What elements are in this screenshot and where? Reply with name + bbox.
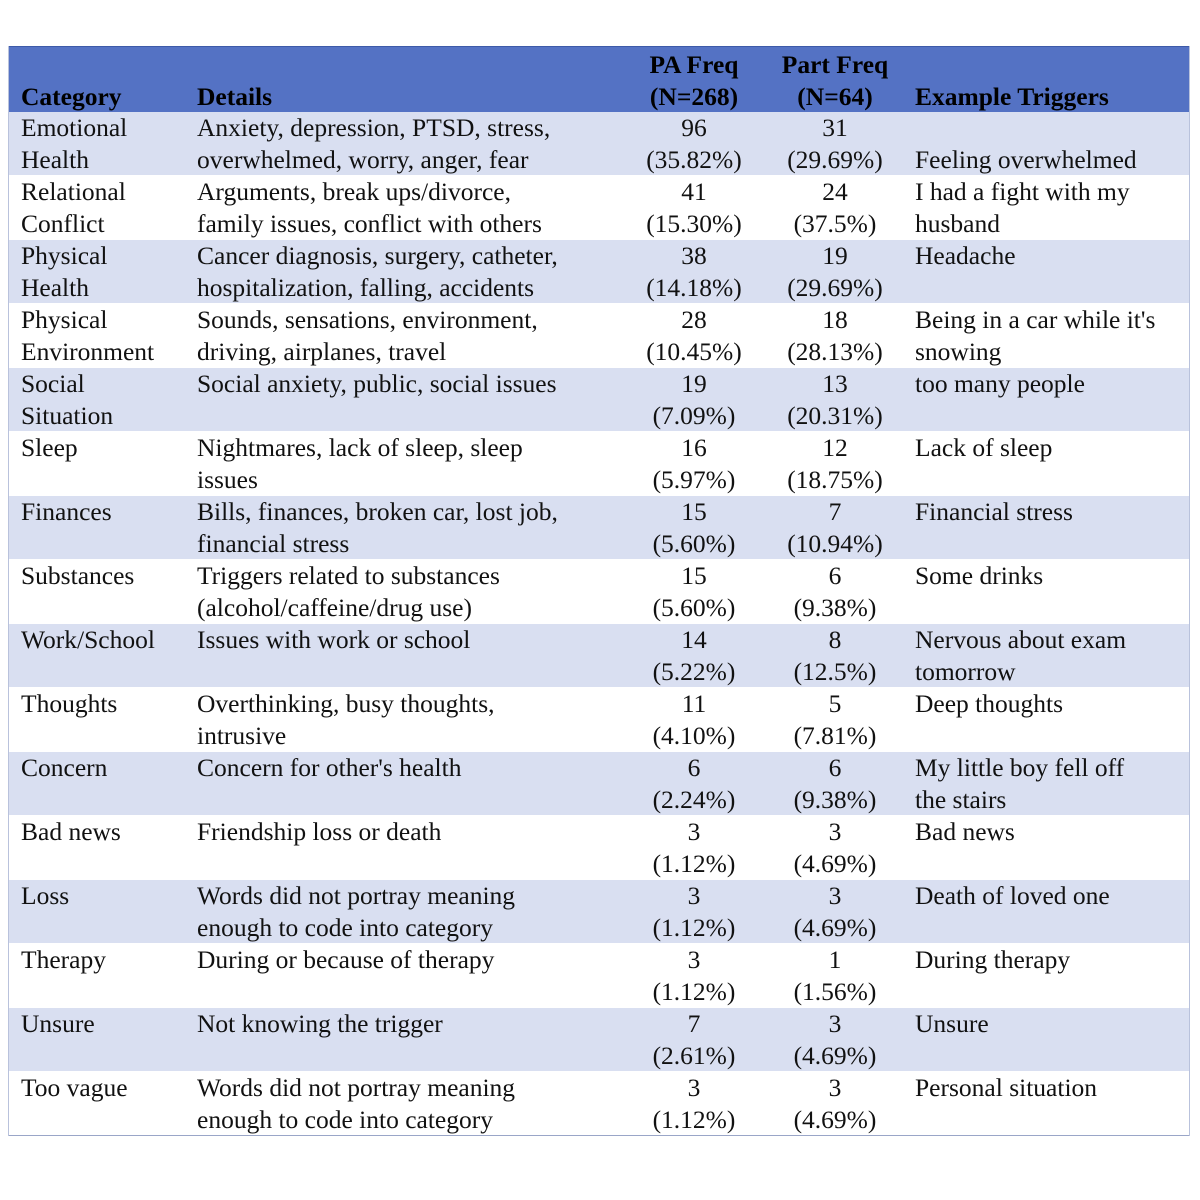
cell-details-line: (alcohol/caffeine/drug use) xyxy=(197,592,472,622)
header-pa-freq-n: (N=268) xyxy=(649,81,739,111)
cell-details-line: Not knowing the trigger xyxy=(197,1009,443,1038)
trigger-category-table-container xyxy=(8,46,1190,1136)
cell-details-line: Sounds, sensations, environment, xyxy=(197,305,538,334)
cell-example-trigger xyxy=(903,112,1189,176)
cell-details-line: Issues with work or school xyxy=(197,625,471,654)
cell-details-line: enough to code into category xyxy=(197,912,493,942)
table-header xyxy=(9,47,1189,113)
cell-part-freq-percent: (10.94%) xyxy=(787,528,883,558)
cell-details xyxy=(185,1008,621,1072)
cell-example-trigger-line: Feeling overwhelmed xyxy=(915,144,1137,174)
cell-pa-freq xyxy=(621,944,767,1008)
cell-category-line: Physical xyxy=(21,241,108,270)
cell-category xyxy=(9,1072,185,1136)
table-row xyxy=(9,560,1189,624)
cell-pa-freq-percent: (5.60%) xyxy=(652,528,736,558)
cell-pa-freq xyxy=(621,432,767,496)
cell-part-freq xyxy=(767,496,903,560)
cell-part-freq xyxy=(767,112,903,176)
cell-category-line: Concern xyxy=(21,753,108,782)
cell-example-trigger-line: Bad news xyxy=(915,817,1015,846)
cell-part-freq-count: 31 xyxy=(822,113,848,142)
cell-details xyxy=(185,816,621,880)
cell-example-trigger xyxy=(903,944,1189,1008)
cell-part-freq-count: 8 xyxy=(828,625,842,654)
cell-category-line: Work/School xyxy=(21,625,155,654)
cell-part-freq xyxy=(767,304,903,368)
cell-pa-freq-count: 38 xyxy=(681,241,707,270)
cell-part-freq xyxy=(767,1008,903,1072)
cell-example-trigger-line: Deep thoughts xyxy=(915,689,1064,718)
table-row xyxy=(9,880,1189,944)
cell-details-line: Friendship loss or death xyxy=(197,817,442,846)
cell-part-freq-count: 7 xyxy=(828,497,842,526)
cell-category xyxy=(9,752,185,816)
cell-pa-freq-count: 19 xyxy=(681,369,707,398)
cell-example-trigger-line: Being in a car while it's xyxy=(915,305,1156,334)
cell-details-line: financial stress xyxy=(197,528,350,558)
cell-pa-freq-count: 6 xyxy=(687,753,701,782)
cell-example-trigger-line: Personal situation xyxy=(915,1073,1098,1102)
cell-category-line: Finances xyxy=(21,497,112,526)
cell-category-line: Relational xyxy=(21,177,126,206)
cell-details-line: driving, airplanes, travel xyxy=(197,336,447,366)
cell-part-freq-count: 3 xyxy=(828,881,842,910)
cell-example-trigger xyxy=(903,1072,1189,1136)
table-row xyxy=(9,496,1189,560)
cell-part-freq-percent: (9.38%) xyxy=(793,592,877,622)
cell-example-trigger xyxy=(903,624,1189,688)
cell-example-trigger xyxy=(903,560,1189,624)
cell-pa-freq-percent: (5.60%) xyxy=(652,592,736,622)
cell-pa-freq-count: 96 xyxy=(681,113,707,142)
cell-details xyxy=(185,880,621,944)
cell-category xyxy=(9,560,185,624)
cell-category xyxy=(9,432,185,496)
cell-details-line: intrusive xyxy=(197,720,287,750)
cell-example-trigger-line: husband xyxy=(915,208,1000,238)
cell-part-freq-percent: (20.31%) xyxy=(787,400,883,430)
cell-details xyxy=(185,304,621,368)
cell-category-line: Loss xyxy=(21,881,70,910)
table-row xyxy=(9,688,1189,752)
cell-example-trigger-line: Financial stress xyxy=(915,497,1073,526)
cell-pa-freq-count: 15 xyxy=(681,497,707,526)
cell-details-line: Social anxiety, public, social issues xyxy=(197,369,557,398)
cell-pa-freq-percent: (1.12%) xyxy=(652,848,736,878)
table-body xyxy=(9,112,1189,1136)
cell-category xyxy=(9,368,185,432)
cell-category xyxy=(9,112,185,176)
cell-pa-freq-percent: (5.22%) xyxy=(652,656,736,686)
header-part-freq-n: (N=64) xyxy=(797,81,873,111)
table-row xyxy=(9,624,1189,688)
cell-example-trigger xyxy=(903,496,1189,560)
cell-example-trigger xyxy=(903,432,1189,496)
cell-part-freq-percent: (4.69%) xyxy=(793,1104,877,1134)
cell-part-freq xyxy=(767,240,903,304)
cell-details-line: During or because of therapy xyxy=(197,945,495,974)
cell-example-trigger-line: too many people xyxy=(915,369,1085,398)
header-pa-freq xyxy=(621,47,767,113)
cell-pa-freq xyxy=(621,688,767,752)
cell-details xyxy=(185,624,621,688)
cell-details-line: Bills, finances, broken car, lost job, xyxy=(197,497,558,526)
cell-pa-freq xyxy=(621,368,767,432)
cell-category-line: Emotional xyxy=(21,113,128,142)
cell-pa-freq-percent: (1.12%) xyxy=(652,912,736,942)
cell-category xyxy=(9,496,185,560)
cell-category-line: Health xyxy=(21,272,89,302)
cell-category xyxy=(9,624,185,688)
cell-part-freq-count: 3 xyxy=(828,1009,842,1038)
cell-part-freq-count: 3 xyxy=(828,817,842,846)
cell-pa-freq-percent: (7.09%) xyxy=(652,400,736,430)
cell-pa-freq-percent: (15.30%) xyxy=(646,208,742,238)
cell-pa-freq-count: 3 xyxy=(687,1073,701,1102)
header-example-triggers: Example Triggers xyxy=(903,47,1189,113)
cell-category-line: Conflict xyxy=(21,208,105,238)
cell-pa-freq-count: 16 xyxy=(681,433,707,462)
cell-part-freq-percent: (29.69%) xyxy=(787,272,883,302)
cell-details-line: Nightmares, lack of sleep, sleep xyxy=(197,433,523,462)
cell-example-trigger xyxy=(903,688,1189,752)
cell-details xyxy=(185,1072,621,1136)
cell-part-freq xyxy=(767,816,903,880)
cell-example-trigger xyxy=(903,304,1189,368)
cell-pa-freq-percent: (10.45%) xyxy=(646,336,742,366)
cell-part-freq-count: 5 xyxy=(828,689,842,718)
cell-details-line: Overthinking, busy thoughts, xyxy=(197,689,495,718)
cell-category xyxy=(9,880,185,944)
cell-details-line: Arguments, break ups/divorce, xyxy=(197,177,511,206)
table-row xyxy=(9,240,1189,304)
cell-details xyxy=(185,240,621,304)
cell-example-trigger-line: During therapy xyxy=(915,945,1071,974)
cell-example-trigger xyxy=(903,176,1189,240)
cell-part-freq xyxy=(767,368,903,432)
cell-category-line: Social xyxy=(21,369,85,398)
cell-details-line: hospitalization, falling, accidents xyxy=(197,272,535,302)
cell-example-trigger-line: My little boy fell off xyxy=(915,753,1125,782)
cell-category xyxy=(9,240,185,304)
cell-part-freq xyxy=(767,560,903,624)
cell-details xyxy=(185,752,621,816)
cell-part-freq xyxy=(767,432,903,496)
cell-pa-freq xyxy=(621,112,767,176)
cell-part-freq-percent: (4.69%) xyxy=(793,912,877,942)
cell-part-freq-percent: (12.5%) xyxy=(793,656,877,686)
cell-example-trigger-line: Death of loved one xyxy=(915,881,1110,910)
cell-pa-freq xyxy=(621,1008,767,1072)
table-row xyxy=(9,304,1189,368)
cell-pa-freq-percent: (2.24%) xyxy=(652,784,736,814)
cell-category-line: Physical xyxy=(21,305,108,334)
cell-part-freq-count: 13 xyxy=(822,369,848,398)
cell-category-line: Situation xyxy=(21,400,114,430)
cell-part-freq-percent: (1.56%) xyxy=(793,976,877,1006)
table-row xyxy=(9,1072,1189,1136)
cell-details xyxy=(185,496,621,560)
cell-part-freq-percent: (18.75%) xyxy=(787,464,883,494)
cell-details xyxy=(185,560,621,624)
cell-part-freq-percent: (7.81%) xyxy=(793,720,877,750)
cell-example-trigger-line: tomorrow xyxy=(915,656,1016,686)
cell-example-trigger xyxy=(903,816,1189,880)
cell-category-line: Environment xyxy=(21,336,155,366)
cell-part-freq-percent: (4.69%) xyxy=(793,848,877,878)
table-row xyxy=(9,112,1189,176)
cell-category-line: Unsure xyxy=(21,1009,95,1038)
cell-part-freq-count: 19 xyxy=(822,241,848,270)
table-row xyxy=(9,1008,1189,1072)
cell-details xyxy=(185,944,621,1008)
cell-part-freq xyxy=(767,752,903,816)
cell-category-line: Thoughts xyxy=(21,689,118,718)
cell-pa-freq-count: 3 xyxy=(687,817,701,846)
cell-part-freq-count: 1 xyxy=(828,945,842,974)
cell-part-freq-count: 18 xyxy=(822,305,848,334)
header-part-freq xyxy=(767,47,903,113)
cell-part-freq xyxy=(767,1072,903,1136)
table-row xyxy=(9,752,1189,816)
trigger-category-table xyxy=(9,46,1189,1136)
cell-pa-freq-percent: (35.82%) xyxy=(646,144,742,174)
cell-example-trigger xyxy=(903,240,1189,304)
cell-example-trigger-line: I had a fight with my xyxy=(915,177,1130,206)
table-row xyxy=(9,944,1189,1008)
cell-pa-freq-count: 15 xyxy=(681,561,707,590)
cell-part-freq xyxy=(767,880,903,944)
cell-details-line: Cancer diagnosis, surgery, catheter, xyxy=(197,241,558,270)
cell-example-trigger-line: Headache xyxy=(915,241,1016,270)
cell-details xyxy=(185,176,621,240)
cell-part-freq-percent: (37.5%) xyxy=(793,208,877,238)
cell-pa-freq-percent: (14.18%) xyxy=(646,272,742,302)
cell-example-trigger xyxy=(903,1008,1189,1072)
cell-part-freq-percent: (29.69%) xyxy=(787,144,883,174)
cell-pa-freq-count: 3 xyxy=(687,945,701,974)
cell-part-freq xyxy=(767,944,903,1008)
cell-pa-freq-percent: (1.12%) xyxy=(652,976,736,1006)
cell-category-line: Sleep xyxy=(21,433,78,462)
cell-part-freq-count: 3 xyxy=(828,1073,842,1102)
cell-details-line: Concern for other's health xyxy=(197,753,462,782)
cell-pa-freq-percent: (5.97%) xyxy=(652,464,736,494)
cell-pa-freq-percent: (4.10%) xyxy=(652,720,736,750)
cell-part-freq-count: 24 xyxy=(822,177,848,206)
cell-pa-freq-count: 3 xyxy=(687,881,701,910)
cell-category xyxy=(9,688,185,752)
cell-pa-freq-percent: (1.12%) xyxy=(652,1104,736,1134)
cell-details-line: Words did not portray meaning xyxy=(197,1073,516,1102)
cell-category xyxy=(9,176,185,240)
cell-part-freq-count: 6 xyxy=(828,753,842,782)
cell-category-line: Too vague xyxy=(21,1073,128,1102)
cell-part-freq xyxy=(767,624,903,688)
cell-part-freq xyxy=(767,688,903,752)
header-details: Details xyxy=(185,47,621,113)
cell-details-line: issues xyxy=(197,464,258,494)
table-row xyxy=(9,432,1189,496)
header-row xyxy=(9,47,1189,113)
cell-category-line: Bad news xyxy=(21,817,121,846)
cell-pa-freq xyxy=(621,560,767,624)
cell-example-trigger-line: Unsure xyxy=(915,1009,989,1038)
cell-pa-freq xyxy=(621,880,767,944)
cell-pa-freq xyxy=(621,176,767,240)
cell-details xyxy=(185,368,621,432)
cell-part-freq xyxy=(767,176,903,240)
cell-pa-freq-count: 14 xyxy=(681,625,707,654)
cell-details xyxy=(185,432,621,496)
cell-example-trigger-line: Lack of sleep xyxy=(915,433,1053,462)
cell-example-trigger-line: snowing xyxy=(915,336,1002,366)
cell-pa-freq-count: 7 xyxy=(687,1009,701,1038)
cell-pa-freq-percent: (2.61%) xyxy=(652,1040,736,1070)
header-part-freq-label: Part Freq xyxy=(781,50,889,79)
cell-pa-freq-count: 28 xyxy=(681,305,707,334)
cell-part-freq-percent: (28.13%) xyxy=(787,336,883,366)
cell-example-trigger xyxy=(903,880,1189,944)
cell-pa-freq-count: 41 xyxy=(681,177,707,206)
cell-example-trigger-line: Some drinks xyxy=(915,561,1044,590)
cell-part-freq-count: 12 xyxy=(822,433,848,462)
table-row xyxy=(9,368,1189,432)
table-row xyxy=(9,176,1189,240)
cell-part-freq-count: 6 xyxy=(828,561,842,590)
cell-pa-freq xyxy=(621,624,767,688)
cell-details-line: family issues, conflict with others xyxy=(197,208,542,238)
cell-details-line: overwhelmed, worry, anger, fear xyxy=(197,144,529,174)
cell-pa-freq-count: 11 xyxy=(681,689,707,718)
cell-details-line: Triggers related to substances xyxy=(197,561,500,590)
cell-category-line: Health xyxy=(21,144,89,174)
cell-details-line: Words did not portray meaning xyxy=(197,881,516,910)
cell-details-line: enough to code into category xyxy=(197,1104,493,1134)
cell-pa-freq xyxy=(621,240,767,304)
cell-example-trigger xyxy=(903,752,1189,816)
table-row xyxy=(9,816,1189,880)
cell-pa-freq xyxy=(621,304,767,368)
cell-category-line: Therapy xyxy=(21,945,106,974)
header-pa-freq-label: PA Freq xyxy=(649,50,739,79)
cell-details xyxy=(185,112,621,176)
cell-details-line: Anxiety, depression, PTSD, stress, xyxy=(197,113,551,142)
cell-part-freq-percent: (9.38%) xyxy=(793,784,877,814)
cell-pa-freq xyxy=(621,816,767,880)
cell-example-trigger-line: the stairs xyxy=(915,784,1007,814)
cell-part-freq-percent: (4.69%) xyxy=(793,1040,877,1070)
cell-category-line: Substances xyxy=(21,561,135,590)
cell-pa-freq xyxy=(621,1072,767,1136)
cell-category xyxy=(9,1008,185,1072)
cell-category xyxy=(9,816,185,880)
cell-example-trigger-line: Nervous about exam xyxy=(915,625,1127,654)
cell-example-trigger xyxy=(903,368,1189,432)
cell-category xyxy=(9,304,185,368)
cell-pa-freq xyxy=(621,752,767,816)
cell-category xyxy=(9,944,185,1008)
header-category: Category xyxy=(9,47,185,113)
cell-pa-freq xyxy=(621,496,767,560)
cell-details xyxy=(185,688,621,752)
